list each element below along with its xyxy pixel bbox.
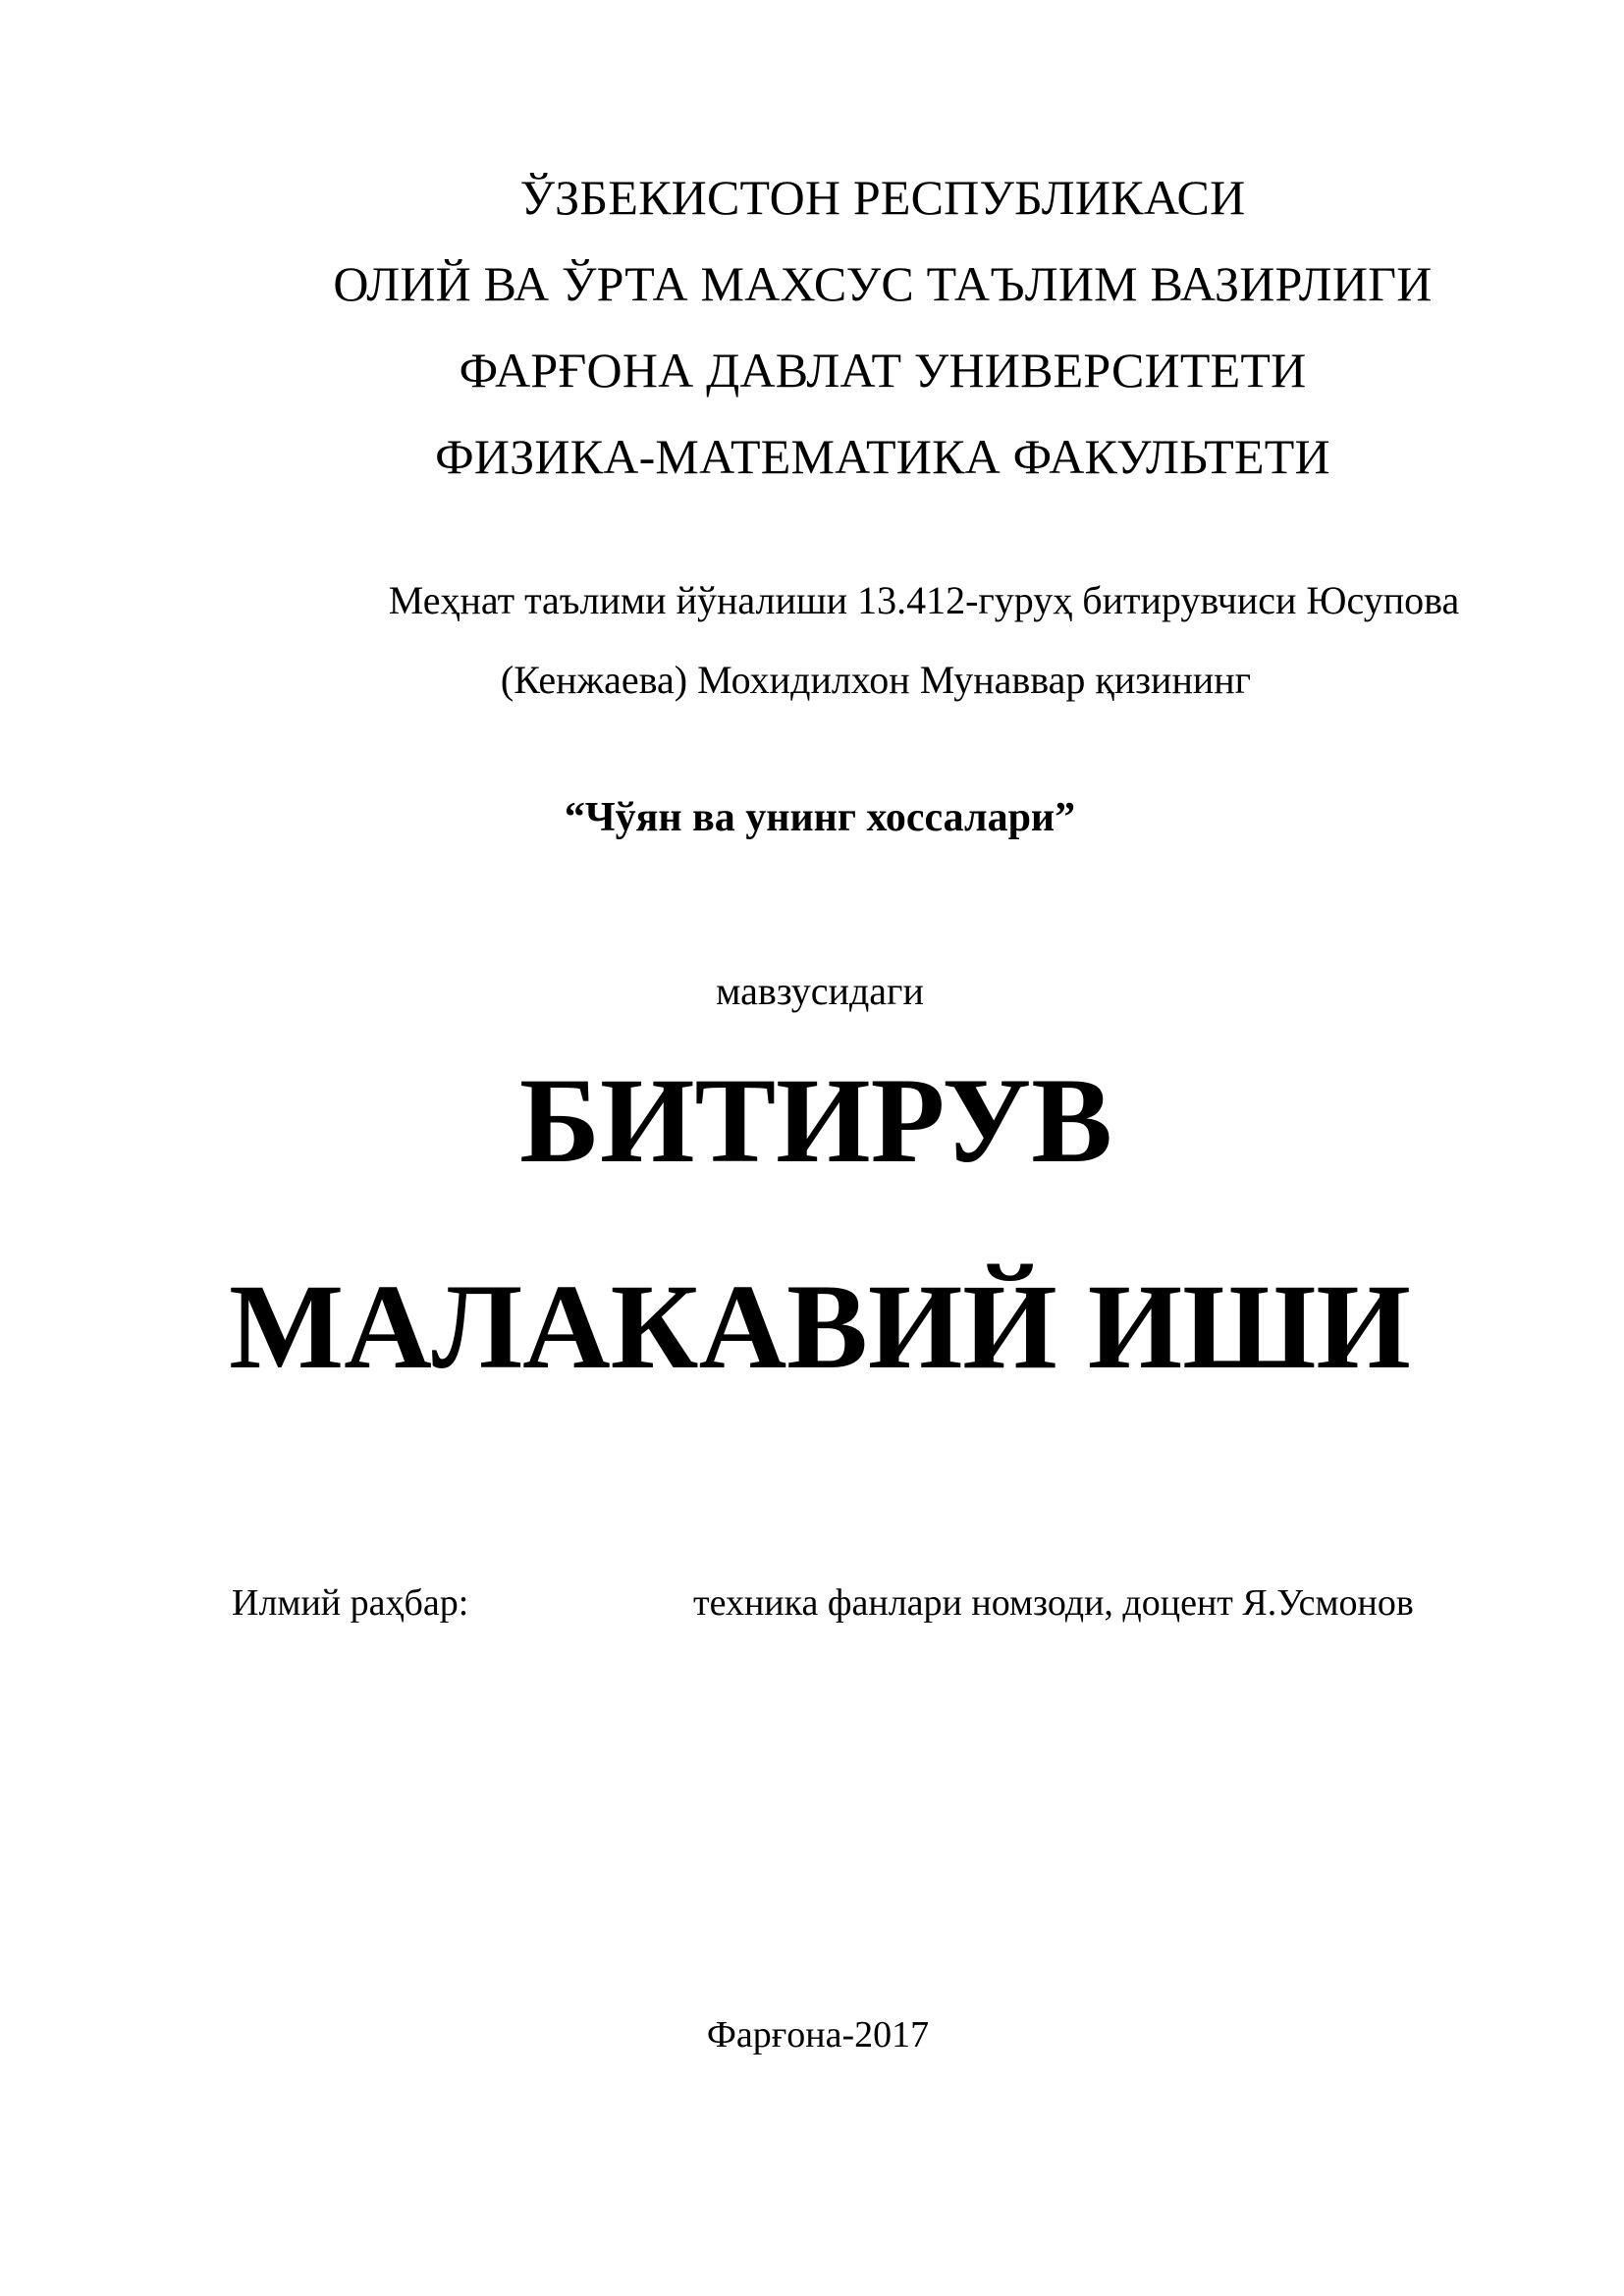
supervisor-label: Илмий раҳбар: — [232, 1582, 469, 1624]
faculty-heading: ФИЗИКА-МАТЕМАТИКА ФАКУЛЬТЕТИ — [435, 429, 1330, 484]
work-type-line-1: БИТИРУВ — [519, 1053, 1112, 1188]
supervisor-value: техника фанлари номзоди, доцент Я.Усмонов — [693, 1582, 1414, 1624]
place-year: Фарғона-2017 — [706, 2014, 930, 2056]
author-line-1: Меҳнат таълими йўналиши 13.412-гуруҳ битирувчиси Юсупова — [388, 578, 1460, 622]
author-line-2: (Кенжаева) Мохидилхон Мунаввар қизининг — [500, 658, 1252, 702]
ministry-heading: ОЛИЙ ВА ЎРТА МАХСУС ТАЪЛИМ ВАЗИРЛИГИ — [333, 256, 1433, 311]
thesis-topic: “Чўян ва унинг хоссалари” — [564, 795, 1076, 840]
university-heading: ФАРҒОНА ДАВЛАТ УНИВЕРСИТЕТИ — [459, 343, 1307, 398]
topic-suffix: мавзусидаги — [716, 969, 924, 1013]
work-type-line-2: МАЛАКАВИЙ ИШИ — [229, 1259, 1411, 1394]
republic-heading: ЎЗБЕКИСТОН РЕСПУБЛИКАСИ — [519, 170, 1246, 225]
